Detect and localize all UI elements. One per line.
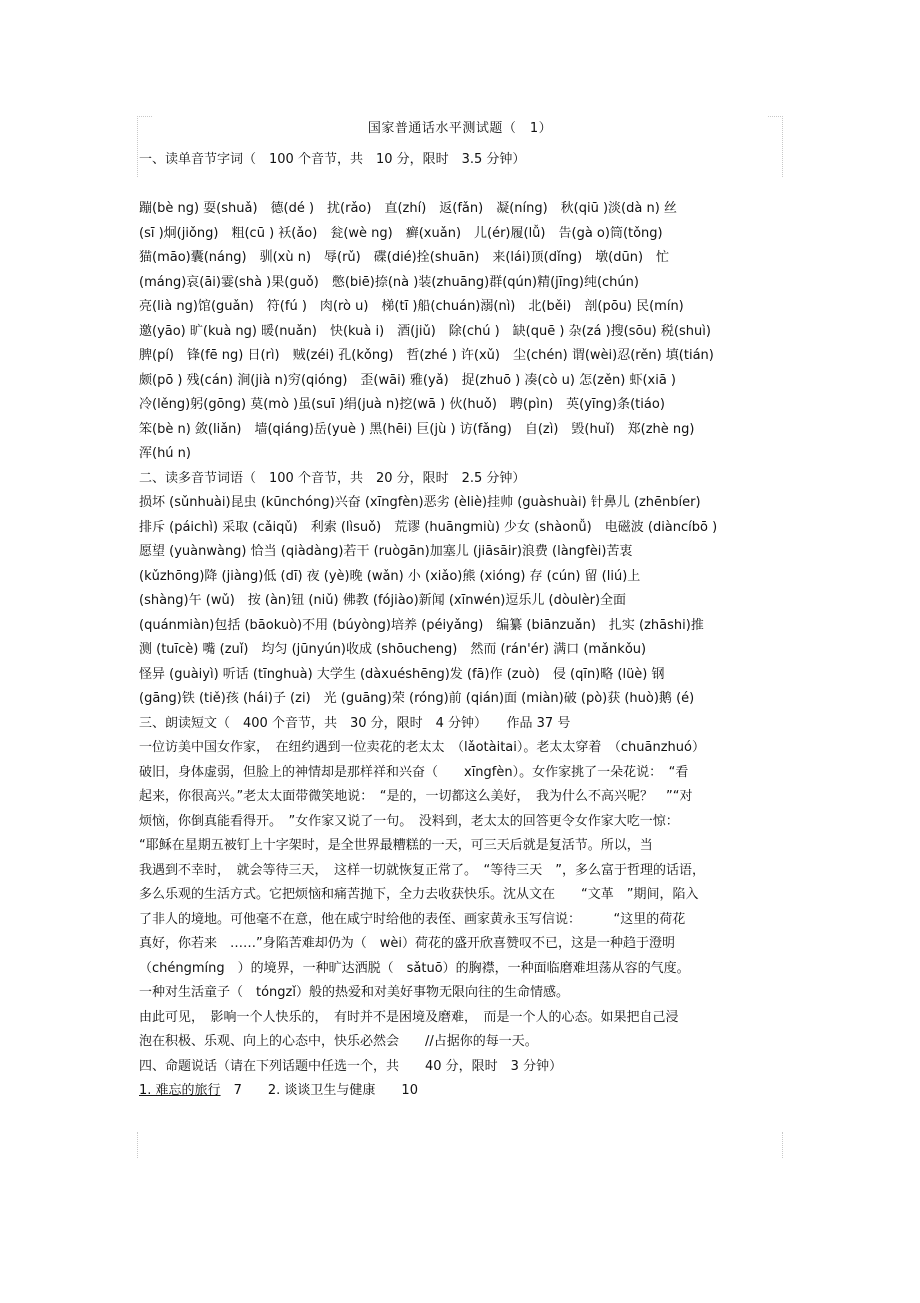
text-line: 损坏 (sǔnhuài)昆虫 (kūnchóng)兴奋 (xīngfèn)恶劣 (èliè)挂帅 (guàshuài) 针鼻儿 (zhēnbíer) [139,495,701,510]
text-line: 愿望 (yuànwàng) 恰当 (qiàdàng)若干 (ruògān)加塞儿 (jiāsāir)浪费 (làngfèi)苦衷 [139,544,633,559]
corner-mark-bottom-right [768,1132,783,1158]
text-line: 怪异 (guàiyì) 听话 (tīnghuà) 大学生 (dàxuéshēng)发 (fā)作 (zuò) 侵 (qīn)略 (lüè) 钢 [139,666,665,682]
section-heading-4: 四、命题说话（请在下列话题中任选一个，共 40 分，限时 3 分钟） [139,1058,563,1074]
topic-number-1: 7 [233,1083,242,1098]
text-line: 邀(yāo) 旷(kuà ng) 暖(nuǎn) 快(kuà i) 酒(jiǔ) 除(chú ) 缺(quē ) 杂(zá )搜(sōu) 税(shuì) [139,323,711,339]
text-line: (kǔzhōng)降 (jiàng)低 (dī) 夜 (yè)晚 (wǎn) 小 (xiǎo)熊 (xióng) 存 (cún) 留 (liú)上 [139,568,641,584]
text-line: 多么乐观的生活方式。它把烦恼和痛苦抛下，全力去收获快乐。沈从文在 “文革 ”期间，陷入 [139,887,699,902]
text-line: 破旧，身体虚弱，但脸上的神情却是那样祥和兴奋（ xīngfèn）。女作家挑了一朵花说： “看 [139,764,689,780]
text-line: 由此可见， 影响一个人快乐的， 有时并不是困境及磨难， 而是一个人的心态。如果把自己浸 [139,1009,679,1025]
text-line: 蹦(bè ng) 耍(shuǎ) 德(dé ) 扰(rǎo) 直(zhí) 返(fǎn) 凝(níng) 秋(qiū )淡(dà n) 丝 [139,201,677,216]
text-line: (sī )炯(jiǒng) 粗(cū ) 袄(ǎo) 瓮(wè ng) 癣(xuǎn) 儿(ér)履(lǚ) 告(gà o)筒(tǒng) [139,225,663,241]
text-line: 浑(hú n) [139,446,191,461]
section-heading-1: 一、读单音节字词（ 100 个音节，共 10 分，限时 3.5 分钟） [139,152,526,167]
text-line: (quánmiàn)包括 (bāokuò)不用 (búyòng)培养 (péiyǎng) 编纂 (biānzuǎn) 扎实 (zhāshi)推 [139,617,704,633]
text-line: 泡在积极、乐观、向上的心态中，快乐必然会 //占据你的每一天。 [139,1034,538,1049]
text-line: 颇(pō ) 残(cán) 涧(jià n)穷(qióng) 歪(wāi) 雅(yǎ) 捉(zhuō ) 凑(cò u) 怎(zěn) 虾(xiā ) [139,372,676,388]
text-line: 烦恼，你倒真能看得开。 ”女作家又说了一句。 没料到，老太太的回答更令女作家大吃一惊： [139,813,679,829]
blank-line [139,173,779,198]
topic-line [139,1079,779,1104]
section-heading-3: 三、朗读短文（ 400 个音节，共 30 分，限时 4 分钟） 作品 37 号 [139,715,571,731]
text-line: （chéngmíng ）的境界，一种旷达洒脱（ sǎtuō）的胸襟，一种面临磨难坦荡从容的气度。 [139,960,690,976]
corner-mark-bottom-left [137,1132,152,1158]
page-title: 国家普通话水平测试题（ 1） [367,121,553,136]
topic-number-2: 10 [401,1083,418,1098]
text-line: 真好，你若来 ……”身陷苦难却仍为（ wèi）荷花的盛开欣喜赞叹不已，这是一种趋于澄明 [139,936,675,951]
text-line: 猫(māo)囊(náng) 驯(xù n) 辱(rǔ) 碟(dié)拴(shuān) 来(lái)顶(dǐng) 墩(dūn) 忙 [139,250,670,265]
text-line: 测 (tuīcè) 嘴 (zuǐ) 均匀 (jūnyún)收成 (shōucheng) 然而 (rán'ér) 满口 (mǎnkǒu) [139,642,647,657]
text-line: 一位访美中国女作家， 在纽约遇到一位卖花的老太太 （lǎotàitai）。老太太穿着 （chuānzhuó） [139,740,705,755]
document-body [139,148,779,1104]
text-line: 排斥 (páichì) 采取 (cǎiqǔ) 利索 (lìsuǒ) 荒谬 (huāngmiù) 少女 (shàonǚ) 电磁波 (diàncíbō ) [139,519,718,535]
text-line: 了非人的境地。可他毫不在意，他在咸宁时给他的表侄、画家黄永玉写信说： “这里的荷花 [139,911,686,927]
section-heading-2: 二、读多音节词语（ 100 个音节，共 20 分，限时 2.5 分钟） [139,470,526,486]
text-line: (shàng)午 (wǔ) 按 (àn)钮 (niǔ) 佛教 (fójiào)新闻 (xīnwén)逗乐儿 (dòulèr)全面 [139,593,627,608]
topic-item-2: 2. 谈谈卫生与健康 [267,1083,376,1098]
text-line: “耶稣在星期五被钉上十字架时，是全世界最糟糕的一天，可三天后就是复活节。所以，当 [139,838,653,853]
text-line: (máng)哀(āi)霎(shà )果(guǒ) 憋(biē)捺(nà )装(zhuāng)群(qún)精(jīng)纯(chún) [139,274,639,290]
text-line: 我遇到不幸时， 就会等待三天， 这样一切就恢复正常了。 “等待三天 ”，多么富于哲理的话语， [139,862,705,878]
text-line: 亮(lià ng)馆(guǎn) 符(fú ) 肉(rò u) 梯(tī )船(chuán)溺(nì) 北(běi) 剖(pōu) 民(mín) [139,299,684,314]
text-line: 冷(lěng)躬(gōng) 莫(mò )虽(suī )绢(juà n)挖(wā ) 伙(huǒ) 聘(pìn) 英(yīng)条(tiáo) [139,397,665,412]
topic-item-1: 1. 难忘的旅行 [139,1083,221,1098]
text-line: 笨(bè n) 敛(liǎn) 墙(qiáng)岳(yuè ) 黑(hēi) 巨(jù ) 访(fǎng) 自(zì) 毁(huǐ) 郑(zhè ng) [139,421,695,437]
text-line: 脾(pí) 锋(fē ng) 日(rì) 贼(zéi) 孔(kǒng) 哲(zhé ) 许(xǔ) 尘(chén) 谓(wèi)忍(rěn) 填(tián) [139,348,714,363]
text-line: (gāng)铁 (tiě)孩 (hái)子 (zi) 光 (guāng)荣 (róng)前 (qián)面 (miàn)破 (pò)获 (huò)鹅 (é) [139,691,695,706]
text-line: 起来，你很高兴。”老太太面带微笑地说： “是的，一切都这么美好， 我为什么不高兴呢？ ”“对 [139,789,693,804]
text-line: 一种对生活童子（ tóngzǐ）般的热爱和对美好事物无限向往的生命情感。 [139,985,569,1000]
